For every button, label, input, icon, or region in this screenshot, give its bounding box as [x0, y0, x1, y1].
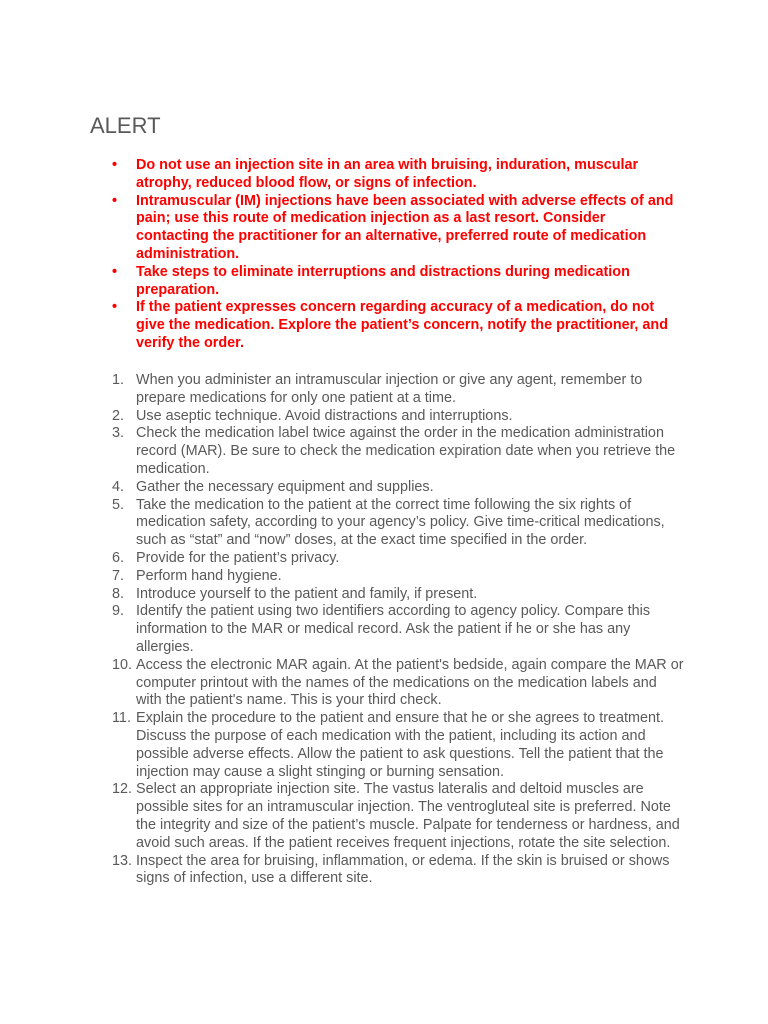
procedure-steps-list — [110, 372, 685, 888]
step-number: 10. — [112, 656, 133, 673]
step-item — [110, 853, 685, 889]
step-item — [110, 372, 685, 408]
step-item — [110, 497, 685, 550]
step-number: 9. — [112, 603, 125, 620]
step-text: Check the medication label twice against the order in the medication administration record (MAR). Be sure to check the medication expiration date when you retrieve the medication. — [136, 425, 676, 477]
alert-item — [110, 193, 680, 264]
step-item — [110, 479, 685, 497]
step-number: 1. — [112, 372, 125, 388]
step-item — [110, 603, 685, 656]
step-text: When you administer an intramuscular injection or give any agent, remember to prepare medications for only one patient at a time. — [136, 372, 643, 406]
step-number: 5. — [112, 496, 125, 513]
step-number: 13. — [112, 852, 133, 869]
step-item — [110, 408, 685, 426]
bullet-icon: • — [112, 263, 118, 280]
page-title: ALERT — [90, 113, 161, 138]
step-text: Provide for the patient’s privacy. — [136, 549, 340, 566]
step-number: 6. — [112, 549, 125, 566]
step-text: Identify the patient using two identifiers according to agency policy. Compare this information to the MAR or medical record. Ask the patient if he or she has any allergies. — [136, 603, 651, 655]
step-text: Select an appropriate injection site. The vastus lateralis and deltoid muscles are possible sites for an intramuscular injection. The ventrogluteal site is preferred. Note the integrity and size of the patient’s muscle. Palpate for tenderness or hardness, and avoid such areas. If the patient receives frequent injections, rotate the site selection. — [136, 781, 680, 851]
step-text: Gather the necessary equipment and supplies. — [136, 478, 434, 495]
step-item — [110, 568, 685, 586]
step-number: 2. — [112, 407, 125, 424]
step-number: 11. — [112, 710, 131, 727]
step-item — [110, 781, 685, 852]
bullet-icon: • — [112, 299, 118, 316]
step-number: 8. — [112, 585, 125, 602]
step-number: 7. — [112, 567, 125, 584]
step-text: Use aseptic technique. Avoid distractions and interruptions. — [136, 407, 513, 424]
step-text: Access the electronic MAR again. At the patient's bedside, again compare the MAR or computer printout with the names of the medications on the medication labels and with the patient's name. This is your third check. — [136, 656, 684, 709]
step-text: Perform hand hygiene. — [136, 567, 282, 584]
step-item — [110, 710, 685, 781]
bullet-icon: • — [112, 157, 118, 173]
step-text: Take the medication to the patient at the correct time following the six rights of medication safety, according to your agency’s policy. Give time-critical medications, such as “stat” and “now” doses, at the exact time specified in the order. — [136, 496, 665, 549]
alert-item — [110, 264, 680, 300]
alert-text: If the patient expresses concern regarding accuracy of a medication, do not give the medication. Explore the patient’s concern, notify the practitioner, and verify the order. — [136, 299, 669, 351]
step-number: 12. — [112, 781, 133, 798]
step-item — [110, 425, 685, 478]
step-text: Inspect the area for bruising, inflammation, or edema. If the skin is bruised or shows signs of infection, use a different site. — [136, 852, 670, 887]
step-item — [110, 657, 685, 710]
alert-item — [110, 157, 680, 193]
step-number: 3. — [112, 425, 125, 442]
step-item — [110, 550, 685, 568]
alert-text: Do not use an injection site in an area with bruising, induration, muscular atrophy, reduced blood flow, or signs of infection. — [136, 157, 639, 191]
alert-text: Take steps to eliminate interruptions and distractions during medication preparation. — [136, 263, 630, 298]
alert-text: Intramuscular (IM) injections have been associated with adverse effects of and pain; use this route of medication injection as a last resort. Consider contacting the practitioner for an alternative, preferred route of medication administration. — [136, 192, 674, 262]
alert-list — [110, 157, 680, 353]
step-number: 4. — [112, 478, 125, 495]
step-item — [110, 586, 685, 604]
alert-item — [110, 299, 680, 352]
step-text: Explain the procedure to the patient and ensure that he or she agrees to treatment. Discuss the purpose of each medication with the patient, including its action and possible adverse effects. Allow the patient to ask questions. Tell the patient that the injection may cause a slight stinging or burning sensation. — [136, 710, 664, 780]
step-text: Introduce yourself to the patient and family, if present. — [136, 585, 478, 602]
bullet-icon: • — [112, 192, 118, 209]
